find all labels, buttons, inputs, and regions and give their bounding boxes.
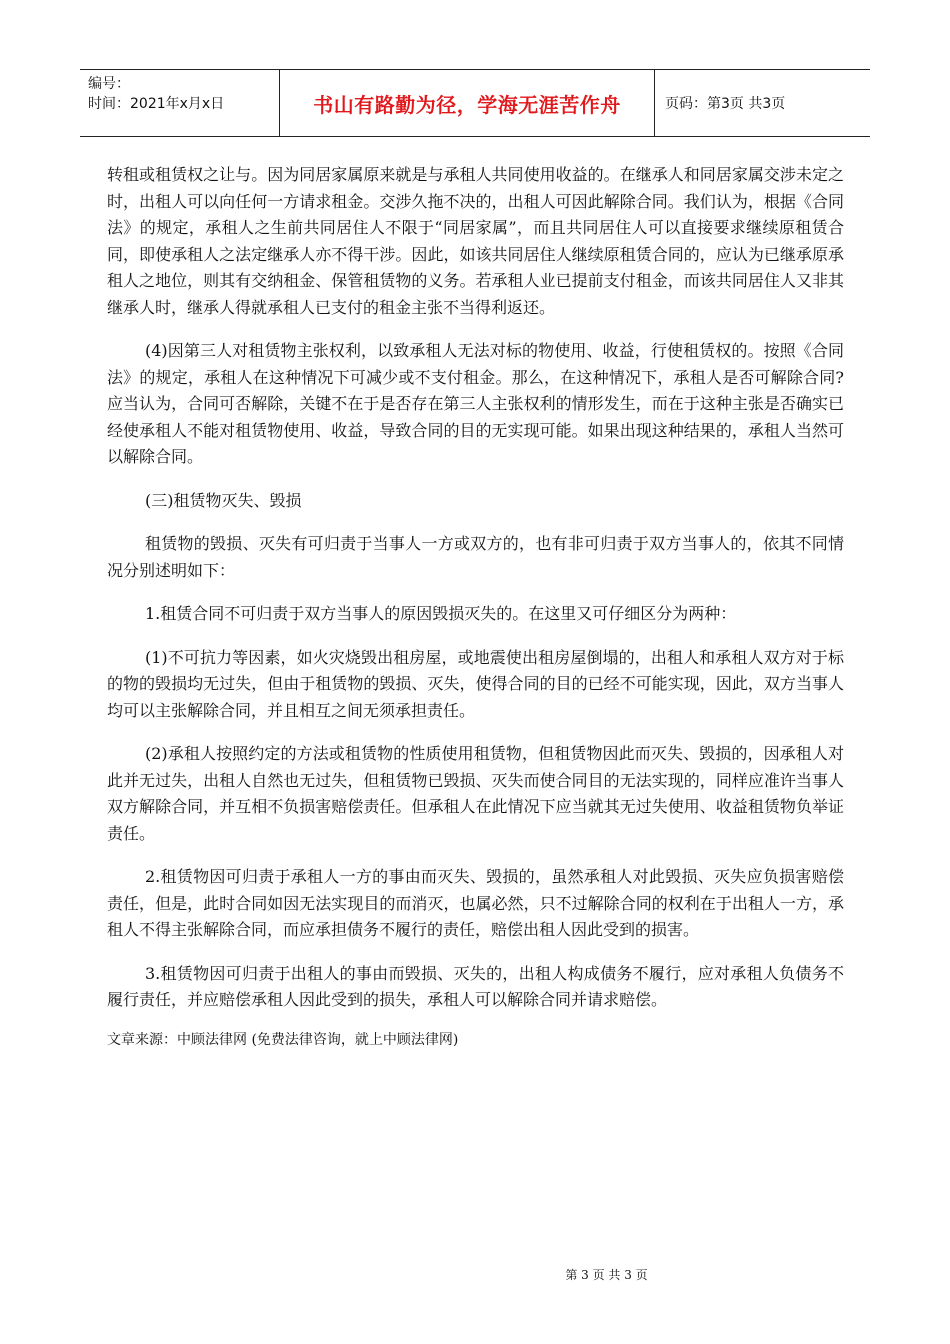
body-paragraph: 转租或租赁权之让与。因为同居家属原来就是与承租人共同使用收益的。在继承人和同居家属交涉未定之时，出租人可以向任何一方请求租金。交涉久拖不决的，出租人可因此解除合同。我们认为，根据《合同法》的规定，承租人之生前共同居住人不限于“同居家属”，而且共同居住人可以直接要求继续原租赁合同，即使承租人之法定继承人亦不得干涉。因此，如该共同居住人继续原租赁合同的，应认为已继承原承租人之地位，则其有交纳租金、保管租赁物的义务。若承租人业已提前支付租金，而该共同居住人又非其继承人时，继承人得就承租人已支付的租金主张不当得利返还。 — [107, 165, 844, 317]
header-meta — [80, 70, 280, 136]
body-paragraph: 租赁物的毁损、灭失有可归责于当事人一方或双方的，也有非可归责于双方当事人的，依其不同情况分别述明如下： — [107, 534, 844, 580]
body-paragraph: 3.租赁物因可归责于出租人的事由而毁损、灭失的，出租人构成债务不履行，应对承租人负债务不履行责任，并应赔偿承租人因此受到的损失，承租人可以解除合同并请求赔偿。 — [107, 963, 844, 1009]
body-paragraph: (4)因第三人对租赁物主张权利，以致承租人无法对标的物使用、收益，行使租赁权的。按照《合同法》的规定，承租人在这种情况下可减少或不支付租金。那么，在这种情况下，承租人是否可解除合同?应当认为，合同可否解除，关键不在于是否存在第三人主张权利的情形发生，而在于这种主张是否确实已经使承租人不能对租赁物使用、收益，导致合同的目的无实现可能。如果出现这种结果的，承租人当然可以解除合同。 — [107, 341, 844, 466]
body-paragraph: 1.租赁合同不可归责于双方当事人的原因毁损灭失的。在这里又可仔细区分为两种： — [145, 604, 737, 623]
section-heading: (三)租赁物灭失、毁损 — [145, 490, 302, 510]
body-paragraph: 2.租赁物因可归责于承租人一方的事由而灭失、毁损的，虽然承租人对此毁损、灭失应负损害赔偿责任，但是，此时合同如因无法实现目的而消灭，也属必然，只不过解除合同的权利在于出租人一方，承租人不得主张解除合同，而应承担债务不履行的责任，赔偿出租人因此受到的损害。 — [107, 867, 844, 939]
header-page-info: 页码：第3页 共3页 — [665, 96, 786, 112]
page-footer: 第 3 页 共 3 页 — [565, 1268, 648, 1282]
document-code-label: 编号： — [88, 76, 130, 92]
article-source: 文章来源：中顾法律网 (免费法律咨询，就上中顾法律网) — [107, 1031, 459, 1048]
page-header — [80, 69, 870, 137]
body-paragraph: (2)承租人按照约定的方法或租赁物的性质使用租赁物，但租赁物因此而灭失、毁损的，因承租人对此并无过失，出租人自然也无过失，但租赁物已毁损、灭失而使合同目的无法实现的，同样应准许当事人双方解除合同，并互相不负损害赔偿责任。但承租人在此情况下应当就其无过失使用、收益租赁物负举证责任。 — [107, 744, 844, 843]
header-motto: 书山有路勤为径，学海无涯苦作舟 — [280, 70, 655, 136]
document-time-label: 时间：2021年x月x日 — [88, 96, 225, 112]
body-paragraph: (1)不可抗力等因素，如火灾烧毁出租房屋，或地震使出租房屋倒塌的，出租人和承租人双方对于标的物的毁损均无过失，但由于租赁物的毁损、灭失，使得合同的目的已经不可能实现，因此，双方当事人均可以主张解除合同，并且相互之间无须承担责任。 — [107, 647, 844, 720]
document-body — [107, 162, 844, 1070]
